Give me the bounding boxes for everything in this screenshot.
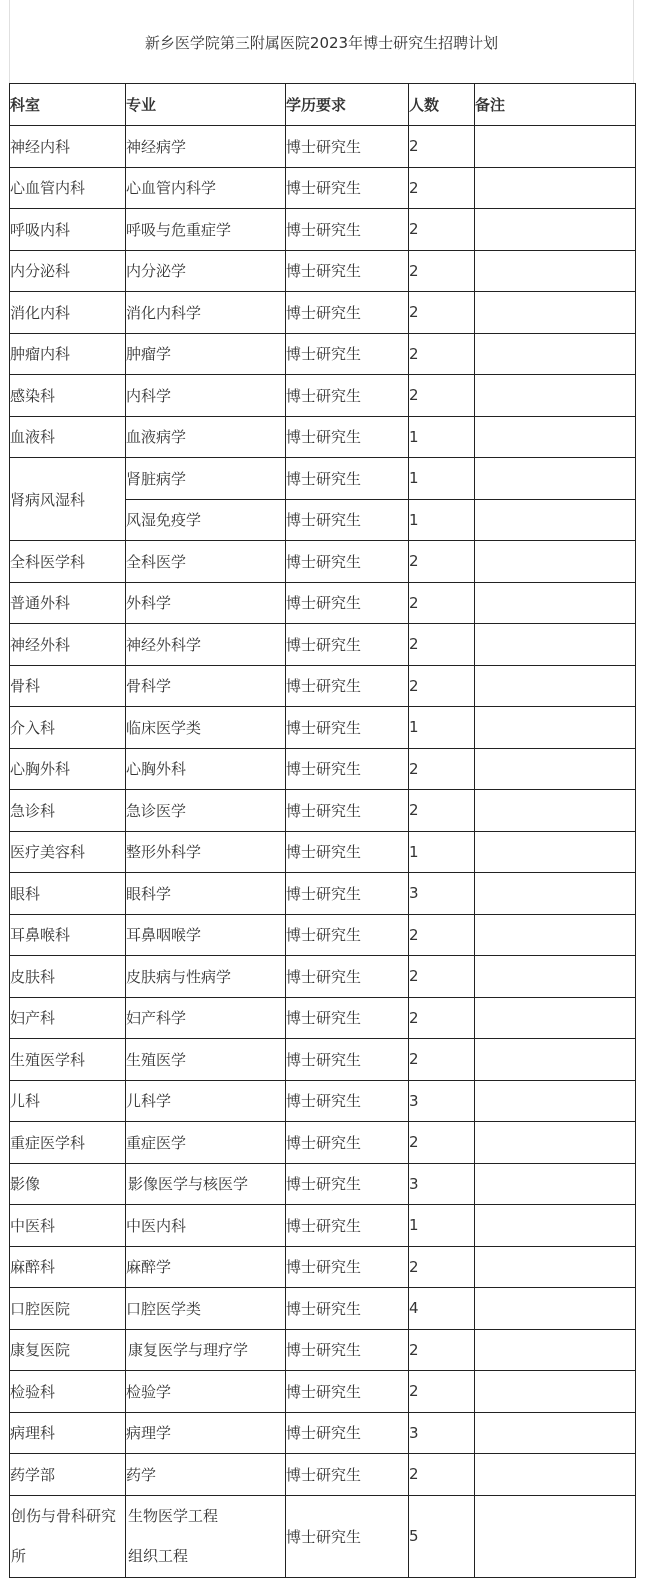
cell-note: [475, 624, 636, 666]
cell-note: [475, 914, 636, 956]
table-row: [10, 665, 636, 707]
cell-degree: 博士研究生: [286, 375, 409, 417]
cell-major: 皮肤病与性病学: [126, 956, 286, 998]
cell-degree: 博士研究生: [286, 292, 409, 334]
cell-count: 2: [409, 250, 475, 292]
cell-dept: 神经外科: [10, 624, 126, 666]
cell-dept: 医疗美容科: [10, 831, 126, 873]
cell-note: [475, 1454, 636, 1496]
cell-degree: 博士研究生: [286, 624, 409, 666]
cell-count: 2: [409, 1329, 475, 1371]
table-row: [10, 1080, 636, 1122]
cell-degree: 博士研究生: [286, 582, 409, 624]
table-row: [10, 375, 636, 417]
cell-count: 5: [409, 1495, 475, 1577]
table-row: [10, 292, 636, 334]
header-dept: 科室: [10, 84, 126, 126]
table-row: [10, 956, 636, 998]
cell-note: [475, 250, 636, 292]
cell-degree: 博士研究生: [286, 416, 409, 458]
cell-count: 1: [409, 831, 475, 873]
table-row: [10, 624, 636, 666]
table-header-row: [10, 84, 636, 126]
cell-major: 呼吸与危重症学: [126, 209, 286, 251]
cell-note: [475, 1163, 636, 1205]
cell-degree: 博士研究生: [286, 1495, 409, 1577]
cell-dept: 全科医学科: [10, 541, 126, 583]
table-body: [10, 126, 636, 1578]
cell-major: 骨科学: [126, 665, 286, 707]
table-row: [10, 1288, 636, 1330]
cell-dept: 介入科: [10, 707, 126, 749]
cell-note: [475, 873, 636, 915]
cell-count: 2: [409, 748, 475, 790]
cell-dept: 急诊科: [10, 790, 126, 832]
cell-note: [475, 1412, 636, 1454]
table-row: [10, 790, 636, 832]
cell-count: 3: [409, 873, 475, 915]
cell-major: 心胸外科: [126, 748, 286, 790]
cell-note: [475, 1080, 636, 1122]
cell-note: [475, 665, 636, 707]
cell-note: [475, 167, 636, 209]
cell-dept: 心血管内科: [10, 167, 126, 209]
cell-dept: 眼科: [10, 873, 126, 915]
cell-degree: 博士研究生: [286, 748, 409, 790]
cell-dept: 妇产科: [10, 997, 126, 1039]
cell-note: [475, 1495, 636, 1577]
cell-count: 1: [409, 1205, 475, 1247]
table-row: [10, 582, 636, 624]
cell-degree: 博士研究生: [286, 333, 409, 375]
cell-count: 2: [409, 914, 475, 956]
cell-major: 临床医学类: [126, 707, 286, 749]
table-row: [10, 333, 636, 375]
cell-major: 急诊医学: [126, 790, 286, 832]
cell-note: [475, 582, 636, 624]
cell-dept: 神经内科: [10, 126, 126, 168]
table-row: [10, 748, 636, 790]
cell-dept: 口腔医院: [10, 1288, 126, 1330]
cell-count: 2: [409, 1454, 475, 1496]
cell-major: 生殖医学: [126, 1039, 286, 1081]
cell-count: 2: [409, 665, 475, 707]
cell-count: 2: [409, 541, 475, 583]
cell-note: [475, 1205, 636, 1247]
cell-count: 2: [409, 1039, 475, 1081]
cell-count: 2: [409, 209, 475, 251]
cell-degree: 博士研究生: [286, 665, 409, 707]
cell-dept: 皮肤科: [10, 956, 126, 998]
cell-major: 重症医学: [126, 1122, 286, 1164]
table-row: [10, 1495, 636, 1577]
cell-note: [475, 1371, 636, 1413]
header-major: 专业: [126, 84, 286, 126]
table-row: [10, 873, 636, 915]
header-degree: 学历要求: [286, 84, 409, 126]
cell-major: 影像医学与核医学: [126, 1163, 286, 1205]
table-row: [10, 458, 636, 500]
cell-dept: 普通外科: [10, 582, 126, 624]
cell-major: 全科医学: [126, 541, 286, 583]
cell-dept: 血液科: [10, 416, 126, 458]
cell-dept: 骨科: [10, 665, 126, 707]
cell-major: 神经外科学: [126, 624, 286, 666]
cell-dept: 感染科: [10, 375, 126, 417]
cell-note: [475, 375, 636, 417]
cell-count: 1: [409, 458, 475, 500]
table-row: [10, 416, 636, 458]
table-row: [10, 707, 636, 749]
table-row: [10, 1205, 636, 1247]
cell-degree: 博士研究生: [286, 1205, 409, 1247]
cell-count: 3: [409, 1163, 475, 1205]
cell-count: 1: [409, 499, 475, 541]
cell-degree: 博士研究生: [286, 1329, 409, 1371]
cell-note: [475, 1122, 636, 1164]
table-row: [10, 1122, 636, 1164]
header-note: 备注: [475, 84, 636, 126]
cell-dept: 儿科: [10, 1080, 126, 1122]
cell-degree: 博士研究生: [286, 209, 409, 251]
header-count: 人数: [409, 84, 475, 126]
cell-count: 2: [409, 375, 475, 417]
cell-count: 2: [409, 790, 475, 832]
cell-dept: 重症医学科: [10, 1122, 126, 1164]
cell-major: 内科学: [126, 375, 286, 417]
cell-degree: 博士研究生: [286, 1288, 409, 1330]
cell-degree: 博士研究生: [286, 1163, 409, 1205]
cell-degree: 博士研究生: [286, 1454, 409, 1496]
cell-count: 2: [409, 292, 475, 334]
cell-count: 3: [409, 1080, 475, 1122]
title-box: [9, 0, 634, 83]
cell-major: 康复医学与理疗学: [126, 1329, 286, 1371]
cell-dept: 检验科: [10, 1371, 126, 1413]
cell-count: 2: [409, 333, 475, 375]
cell-major: 耳鼻咽喉学: [126, 914, 286, 956]
cell-major: 检验学: [126, 1371, 286, 1413]
cell-note: [475, 1039, 636, 1081]
cell-degree: 博士研究生: [286, 997, 409, 1039]
cell-degree: 博士研究生: [286, 541, 409, 583]
cell-note: [475, 541, 636, 583]
cell-degree: 博士研究生: [286, 1246, 409, 1288]
cell-dept: 生殖医学科: [10, 1039, 126, 1081]
cell-major: [126, 1495, 286, 1577]
table-row: [10, 831, 636, 873]
cell-major: 病理学: [126, 1412, 286, 1454]
cell-note: [475, 707, 636, 749]
cell-note: [475, 458, 636, 500]
cell-major: 麻醉学: [126, 1246, 286, 1288]
cell-dept: 肿瘤内科: [10, 333, 126, 375]
cell-major: 整形外科学: [126, 831, 286, 873]
cell-major: 眼科学: [126, 873, 286, 915]
cell-major: 儿科学: [126, 1080, 286, 1122]
cell-note: [475, 499, 636, 541]
table-row: [10, 914, 636, 956]
cell-dept: 耳鼻喉科: [10, 914, 126, 956]
cell-major: 妇产科学: [126, 997, 286, 1039]
cell-degree: 博士研究生: [286, 458, 409, 500]
cell-count: 2: [409, 126, 475, 168]
cell-dept: 内分泌科: [10, 250, 126, 292]
cell-degree: 博士研究生: [286, 873, 409, 915]
cell-count: 1: [409, 416, 475, 458]
cell-major: 肿瘤学: [126, 333, 286, 375]
cell-major-line: 生物医学工程: [128, 1507, 219, 1525]
cell-note: [475, 1329, 636, 1371]
cell-note: [475, 831, 636, 873]
cell-note: [475, 126, 636, 168]
cell-dept: 影像: [10, 1163, 126, 1205]
cell-count: 2: [409, 624, 475, 666]
recruitment-table: [9, 83, 636, 1578]
table-row: [10, 1163, 636, 1205]
cell-degree: 博士研究生: [286, 167, 409, 209]
table-row: [10, 1039, 636, 1081]
cell-major: 风湿免疫学: [126, 499, 286, 541]
cell-major: 口腔医学类: [126, 1288, 286, 1330]
cell-note: [475, 997, 636, 1039]
cell-degree: 博士研究生: [286, 1371, 409, 1413]
table-row: [10, 126, 636, 168]
page-title: 新乡医学院第三附属医院2023年博士研究生招聘计划: [144, 34, 499, 52]
cell-major: 内分泌学: [126, 250, 286, 292]
cell-note: [475, 333, 636, 375]
cell-dept: 创伤与骨科研究所: [10, 1495, 126, 1577]
cell-degree: 博士研究生: [286, 126, 409, 168]
cell-degree: 博士研究生: [286, 831, 409, 873]
cell-count: 2: [409, 167, 475, 209]
cell-count: 2: [409, 582, 475, 624]
cell-count: 1: [409, 707, 475, 749]
cell-major: 外科学: [126, 582, 286, 624]
cell-degree: 博士研究生: [286, 956, 409, 998]
cell-dept: 康复医院: [10, 1329, 126, 1371]
cell-degree: 博士研究生: [286, 499, 409, 541]
cell-note: [475, 1288, 636, 1330]
cell-degree: 博士研究生: [286, 707, 409, 749]
cell-degree: 博士研究生: [286, 914, 409, 956]
cell-major-line: 组织工程: [128, 1547, 189, 1565]
table-row: [10, 250, 636, 292]
cell-note: [475, 416, 636, 458]
cell-dept: 麻醉科: [10, 1246, 126, 1288]
cell-dept: 肾病风湿科: [10, 458, 126, 541]
cell-count: 2: [409, 997, 475, 1039]
cell-count: 2: [409, 1246, 475, 1288]
table-row: [10, 1412, 636, 1454]
table-row: [10, 997, 636, 1039]
cell-count: 4: [409, 1288, 475, 1330]
cell-dept: 中医科: [10, 1205, 126, 1247]
table-row: [10, 167, 636, 209]
cell-note: [475, 748, 636, 790]
cell-major: 血液病学: [126, 416, 286, 458]
cell-degree: 博士研究生: [286, 1122, 409, 1164]
cell-dept: 病理科: [10, 1412, 126, 1454]
table-row: [10, 541, 636, 583]
cell-note: [475, 790, 636, 832]
cell-dept: 呼吸内科: [10, 209, 126, 251]
cell-major: 肾脏病学: [126, 458, 286, 500]
cell-major: 中医内科: [126, 1205, 286, 1247]
cell-degree: 博士研究生: [286, 790, 409, 832]
cell-count: 2: [409, 1371, 475, 1413]
cell-major: 心血管内科学: [126, 167, 286, 209]
cell-degree: 博士研究生: [286, 1039, 409, 1081]
cell-count: 2: [409, 956, 475, 998]
cell-major: 神经病学: [126, 126, 286, 168]
cell-note: [475, 1246, 636, 1288]
cell-dept: 心胸外科: [10, 748, 126, 790]
table-row: [10, 1329, 636, 1371]
cell-major: 消化内科学: [126, 292, 286, 334]
cell-count: 2: [409, 1122, 475, 1164]
table-row: [10, 1246, 636, 1288]
table-row: [10, 1454, 636, 1496]
cell-note: [475, 209, 636, 251]
cell-major: 药学: [126, 1454, 286, 1496]
cell-degree: 博士研究生: [286, 1080, 409, 1122]
cell-note: [475, 956, 636, 998]
cell-degree: 博士研究生: [286, 1412, 409, 1454]
cell-note: [475, 292, 636, 334]
cell-dept: 消化内科: [10, 292, 126, 334]
cell-dept: 药学部: [10, 1454, 126, 1496]
cell-degree: 博士研究生: [286, 250, 409, 292]
cell-count: 3: [409, 1412, 475, 1454]
table-row: [10, 209, 636, 251]
table-row: [10, 1371, 636, 1413]
